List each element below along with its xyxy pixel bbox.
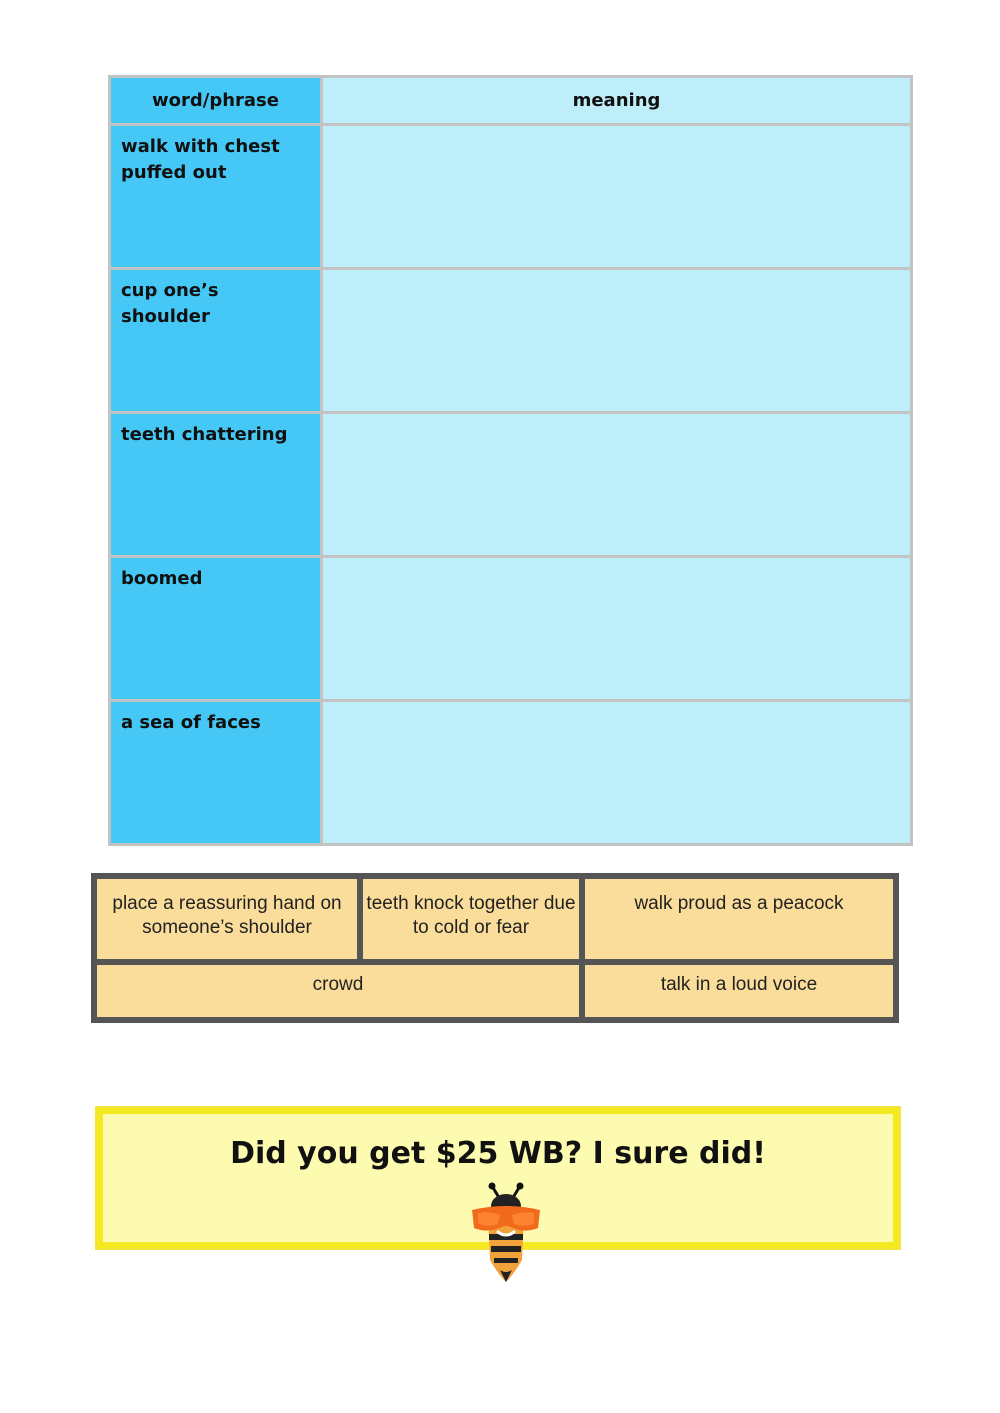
table-row	[110, 269, 912, 413]
header-meaning: meaning	[322, 77, 912, 125]
meaning-cell[interactable]	[322, 413, 912, 557]
table-row	[110, 557, 912, 701]
meaning-cell[interactable]	[322, 557, 912, 701]
word-cell: teeth chattering	[110, 413, 322, 557]
word-cell: cup one’s shoulder	[110, 269, 322, 413]
word-bank	[91, 873, 899, 1023]
table-row	[110, 413, 912, 557]
word-cell: a sea of faces	[110, 701, 322, 845]
table-row	[110, 701, 912, 845]
table-header-row	[110, 77, 912, 125]
banner-text: Did you get $25 WB? I sure did!	[230, 1136, 766, 1171]
meaning-cell[interactable]	[322, 125, 912, 269]
word-bank-item[interactable]: walk proud as a peacock	[585, 879, 893, 959]
meaning-cell[interactable]	[322, 269, 912, 413]
header-word-phrase: word/phrase	[110, 77, 322, 125]
table-row	[110, 125, 912, 269]
meaning-cell[interactable]	[322, 701, 912, 845]
bee-with-sunglasses-icon	[466, 1182, 546, 1288]
word-bank-item[interactable]: crowd	[97, 965, 579, 1017]
word-bank-item[interactable]: place a reassuring hand on someone’s shoulder	[97, 879, 357, 959]
word-bank-item[interactable]: teeth knock together due to cold or fear	[363, 879, 579, 959]
word-bank-item[interactable]: talk in a loud voice	[585, 965, 893, 1017]
vocabulary-table	[108, 75, 913, 846]
word-cell: boomed	[110, 557, 322, 701]
word-cell: walk with chest puffed out	[110, 125, 322, 269]
